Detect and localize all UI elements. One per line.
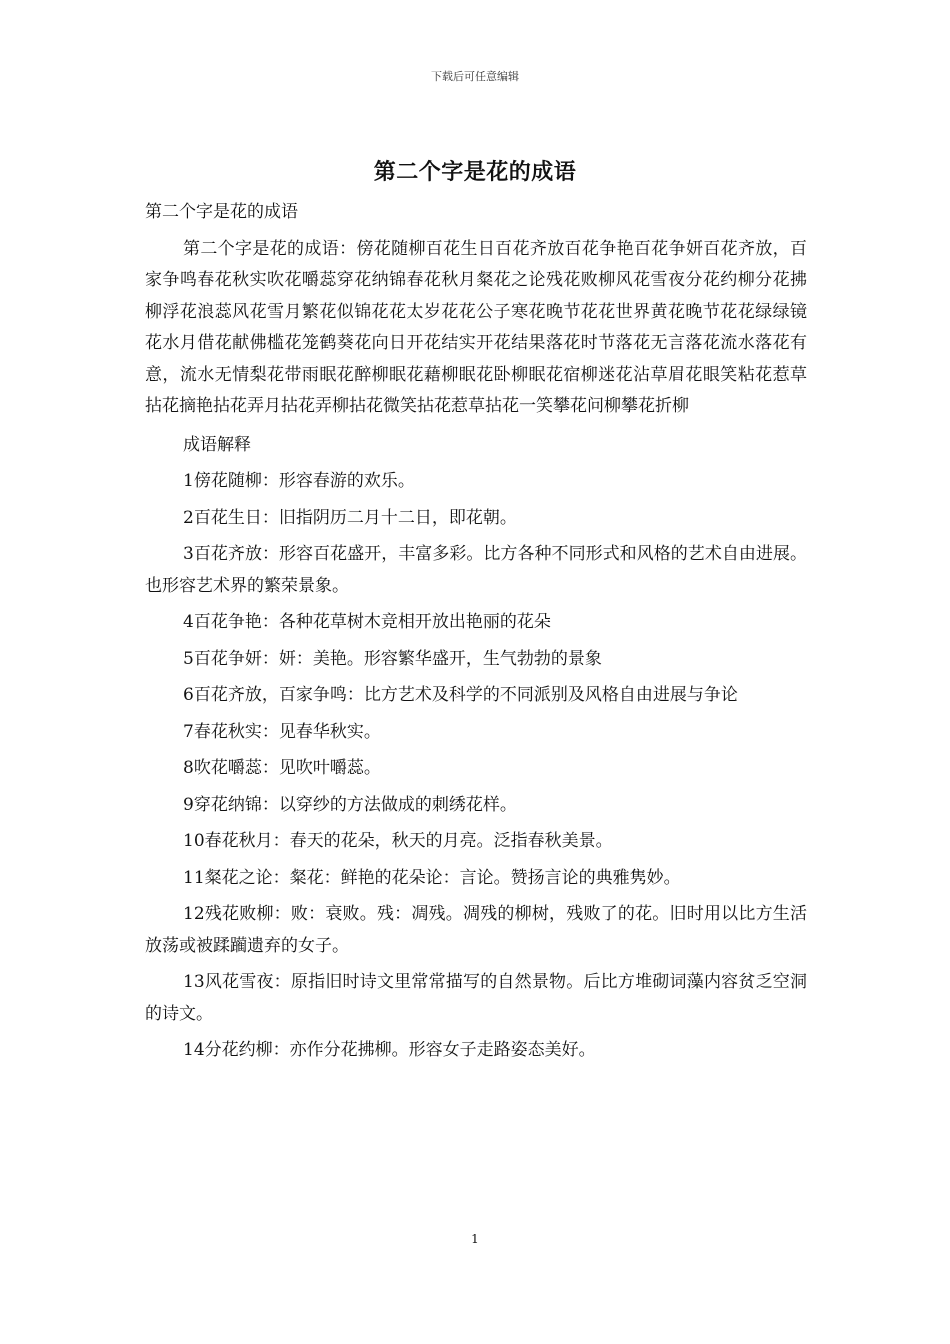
idiom-entry: 11粲花之论：粲花：鲜艳的花朵论：言论。赞扬言论的典雅隽妙。 (183, 867, 681, 888)
section-subtitle: 第二个字是花的成语 (145, 202, 298, 222)
idiom-entry: 8吹花嚼蕊：见吹叶嚼蕊。 (183, 758, 381, 778)
explanation-heading: 成语解释 (183, 434, 251, 455)
idiom-entry: 10春花秋月：春天的花朵，秋天的月亮。泛指春秋美景。 (183, 831, 613, 851)
idiom-entry: 13风花雪夜：原指旧时诗文里常常描写的自然景物。后比方堆砌词藻内容贫乏空洞的诗文。 (145, 972, 807, 1024)
idiom-entry: 6百花齐放，百家争鸣：比方艺术及科学的不同派别及风格自由进展与争论 (183, 685, 738, 705)
idiom-entry: 9穿花纳锦：以穿纱的方法做成的刺绣花样。 (183, 794, 517, 815)
idiom-entry: 3百花齐放：形容百花盛开，丰富多彩。比方各种不同形式和风格的艺术自由进展。也形容艺术界的繁荣景象。 (145, 544, 807, 596)
idiom-list-paragraph: 第二个字是花的成语：傍花随柳百花生日百花齐放百花争艳百花争妍百花齐放，百家争鸣春花秋实吹花嚼蕊穿花纳锦春花秋月粲花之论残花败柳风花雪夜分花约柳分花拂柳浮花浪蕊风花雪月繁花似锦花花太岁花花公子寒花晚节花花世界黄花晚节花花绿绿镜花水月借花献佛槛花笼鹤葵花向日开花结实开花结果落花时节落花无言落花流水落花有意，流水无情梨花带雨眠花醉柳眠花藉柳眠花卧柳眠花宿柳迷花沾草眉花眼笑粘花惹草拈花摘艳拈花弄月拈花弄柳拈花微笑拈花惹草拈花一笑攀花问柳攀花折柳 (145, 238, 807, 416)
page-header: 下载后可任意编辑 (431, 70, 519, 83)
idiom-entry: 1傍花随柳：形容春游的欢乐。 (183, 471, 415, 491)
idiom-entry: 2百花生日：旧指阴历二月十二日，即花朝。 (183, 507, 517, 528)
idiom-entry: 12残花败柳：败：衰败。残：凋残。凋残的柳树，残败了的花。旧时用以比方生活放荡或被蹂躏遗弃的女子。 (145, 904, 807, 956)
idiom-entry: 4百花争艳：各种花草树木竞相开放出艳丽的花朵 (183, 612, 551, 632)
idiom-entry: 7春花秋实：见春华秋实。 (183, 721, 381, 742)
page-number: 1 (471, 1232, 479, 1246)
document-body (145, 197, 807, 1072)
idiom-entry: 14分花约柳：亦作分花拂柳。形容女子走路姿态美好。 (183, 1040, 596, 1060)
idiom-entry: 5百花争妍：妍：美艳。形容繁华盛开，生气勃勃的景象 (183, 648, 602, 669)
document-title: 第二个字是花的成语 (373, 159, 577, 185)
